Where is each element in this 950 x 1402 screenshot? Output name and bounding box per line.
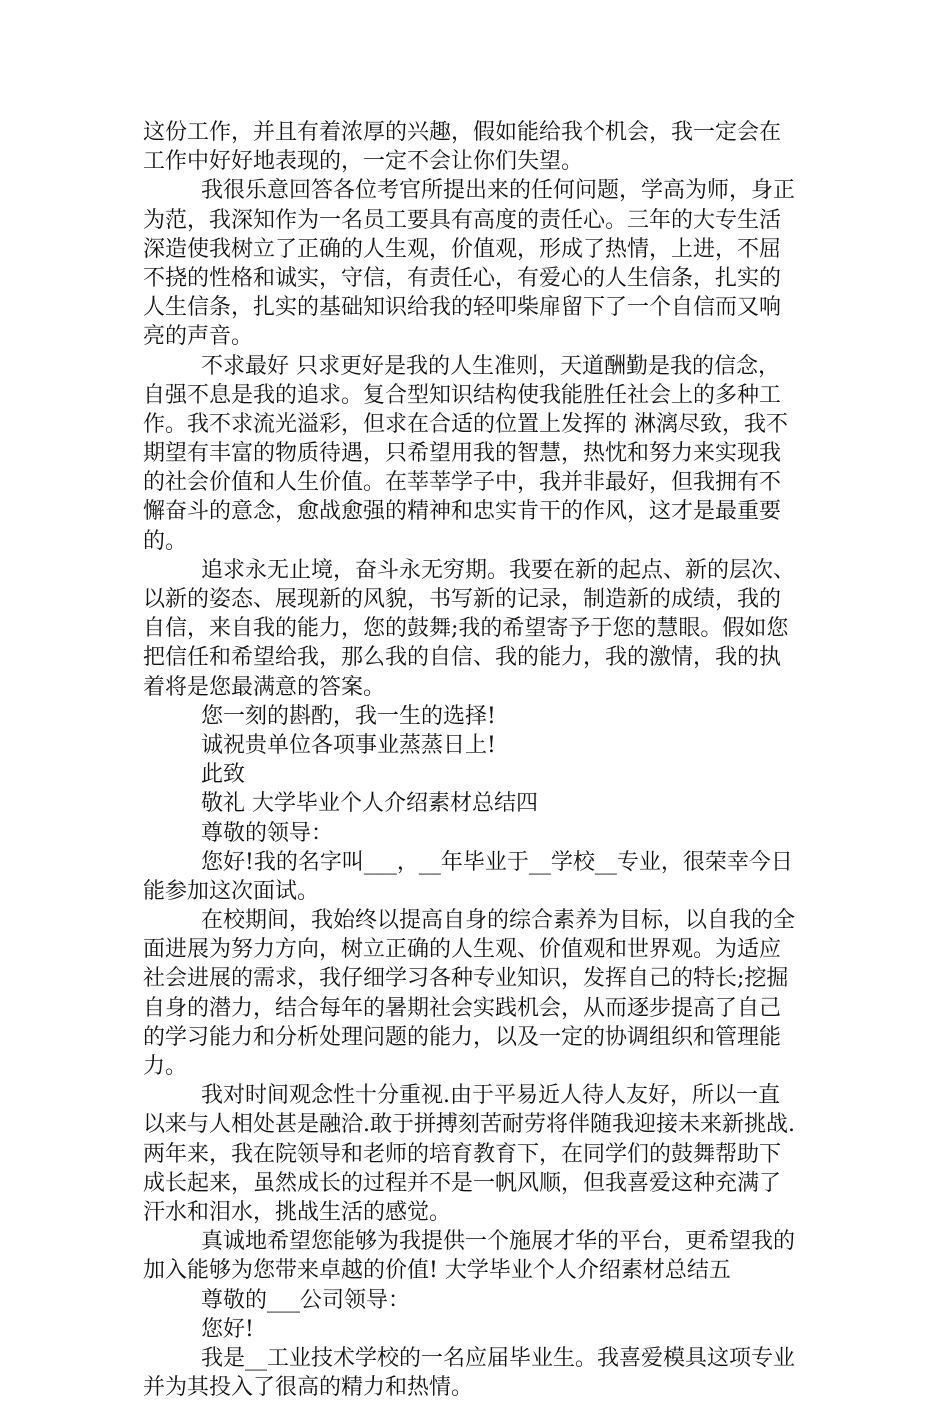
text-line: 工作中好好地表现的，一定不会让你们失望。 — [143, 149, 584, 175]
text-line: 不挠的性格和诚实，守信，有责任心，有爱心的人生信条，扎实的 — [143, 265, 782, 291]
text-line: 加入能够为您带来卓越的价值! 大学毕业个人介绍素材总结五 — [143, 1258, 731, 1284]
text-line: 真诚地希望您能够为我提供一个施展才华的平台，更希望我的 — [201, 1229, 796, 1255]
text-line: 人生信条，扎实的基础知识给我的轻叩柴扉留下了一个自信而又响 — [143, 295, 782, 321]
text-line: 自身的潜力，结合每年的暑期社会实践机会，从而逐步提高了自己 — [143, 995, 782, 1021]
text-line: 期望有丰富的物质待遇，只希望用我的智慧，热忱和努力来实现我 — [143, 441, 782, 467]
text-line: 作。我不求流光溢彩，但求在合适的位置上发挥的 淋漓尽致，我不 — [143, 411, 788, 437]
text-line: 此致 — [201, 762, 246, 788]
text-line: 为范，我深知作为一名员工要具有高度的责任心。三年的大专生活 — [143, 207, 782, 233]
text-line: 成长起来，虽然成长的过程并不是一帆风顺，但我喜爱这种充满了 — [143, 1170, 782, 1196]
text-line: 以新的姿态、展现新的风貌，书写新的记录，制造新的成绩，我的 — [143, 587, 782, 612]
text-line: 以来与人相处甚是融洽.敢于拼搏刻苦耐劳将伴随我迎接未来新挑战. — [143, 1112, 795, 1138]
text-line: 把信任和希望给我，那么我的自信、我的能力，我的激情，我的执 — [143, 645, 782, 671]
text-line: 尊敬的___公司领导： — [201, 1287, 411, 1313]
text-line: 在校期间，我始终以提高自身的综合素养为目标，以自我的全 — [201, 908, 796, 934]
text-line: 诚祝贵单位各项事业蒸蒸日上! — [201, 732, 496, 758]
text-line: 我是__工业技术学校的一名应届毕业生。我喜爱模具这项专业 — [201, 1345, 796, 1371]
text-line: 尊敬的领导： — [201, 820, 334, 846]
text-line: 我很乐意回答各位考官所提出来的任何问题，学高为师，身正 — [201, 178, 796, 204]
text-line: 的学习能力和分析处理问题的能力，以及一定的协调组织和管理能 — [143, 1024, 782, 1050]
text-line: 自信，来自我的能力，您的鼓舞;我的希望寄予于您的慧眼。假如您 — [143, 616, 789, 642]
text-line: 的社会价值和人生价值。在莘莘学子中，我并非最好，但我拥有不 — [143, 470, 782, 496]
text-line: 追求永无止境，奋斗永无穷期。我要在新的起点、新的层次、 — [201, 557, 796, 583]
text-line: 这份工作，并且有着浓厚的兴趣，假如能给我个机会，我一定会在 — [143, 120, 782, 145]
text-line: 自强不息是我的追求。复合型知识结构使我能胜任社会上的多种工 — [143, 382, 782, 408]
text-line: 您一刻的斟酌，我一生的选择! — [201, 703, 496, 729]
text-line: 面进展为努力方向，树立正确的人生观、价值观和世界观。为适应 — [143, 937, 782, 963]
text-line: 并为其投入了很高的精力和热情。 — [143, 1375, 474, 1401]
text-line: 汗水和泪水，挑战生活的感觉。 — [143, 1199, 452, 1225]
text-line: 着将是您最满意的答案。 — [143, 674, 386, 700]
text-line: 敬礼 大学毕业个人介绍素材总结四 — [201, 791, 538, 817]
document-page — [143, 118, 809, 1402]
text-line: 不求最好 只求更好是我的人生准则，天道酬勤是我的信念， — [201, 353, 780, 379]
text-line: 两年来，我在院领导和老师的培育教育下，在同学们的鼓舞帮助下 — [143, 1141, 782, 1167]
text-line: 懈奋斗的意念，愈战愈强的精神和忠实肯干的作风，这才是最重要 — [143, 499, 782, 525]
text-line: 能参加这次面试。 — [143, 878, 320, 904]
text-line: 亮的声音。 — [143, 324, 254, 350]
text-line: 深造使我树立了正确的人生观，价值观，形成了热情，上进，不屈 — [143, 236, 782, 262]
text-line: 您好! — [201, 1316, 254, 1342]
text-line: 的。 — [143, 528, 188, 554]
text-line: 您好!我的名字叫___，__年毕业于__学校__专业，很荣幸今日 — [201, 849, 793, 875]
text-line: 社会进展的需求，我仔细学习各种专业知识，发挥自己的特长;挖掘 — [143, 966, 789, 992]
text-line: 我对时间观念性十分重视.由于平易近人待人友好，所以一直 — [201, 1083, 780, 1109]
text-line: 力。 — [143, 1054, 188, 1079]
